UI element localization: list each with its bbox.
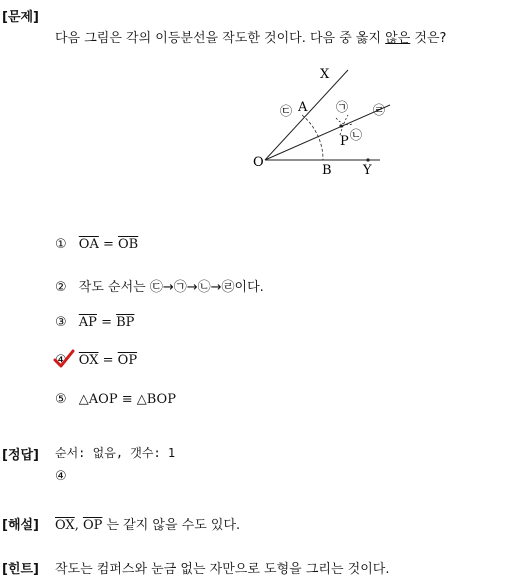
choice-4[interactable] [55, 353, 137, 368]
answer-line1 [55, 444, 175, 461]
question-pre: 다음 그림은 각의 이등분선을 작도한 것이다. 다음 중 옳지 [55, 31, 386, 46]
choice-2-text: 작도 순서는 ㉢→㉠→㉡→㉣이다. [78, 280, 264, 295]
choice-2[interactable] [55, 276, 264, 295]
choice-1-op: = [98, 237, 119, 252]
answer-line2: ④ [55, 469, 67, 484]
answer-line1-text: 순서: 없음, 갯수: 1 [55, 446, 176, 460]
ray-ox [265, 70, 348, 160]
arc-from-a [336, 118, 352, 125]
choice-5-num: ⑤ [55, 392, 67, 407]
angle-bisector-figure [240, 60, 400, 180]
choice-1-num: ① [55, 237, 67, 252]
mark-second: ㉡ [350, 128, 363, 142]
choice-5[interactable] [55, 392, 176, 407]
choice-1-rhs: $\overline{OB}$ [118, 237, 139, 252]
question-post: 것은? [410, 31, 447, 46]
explanation-rest: 는 같지 않을 수도 있다. [102, 518, 241, 533]
choice-4-num: ④ [55, 353, 67, 368]
choice-5-text: △AOP ≡ △BOP [78, 392, 176, 407]
explanation-text [55, 514, 240, 533]
choice-4-rhs: $\overline{OP}$ [117, 353, 138, 368]
problem-tag: [문제] [2, 10, 39, 25]
choice-3-op: = [96, 315, 117, 330]
mark-third: ㉢ [280, 104, 293, 118]
hint-text: 작도는 컴퍼스와 눈금 없는 자만으로 도형을 그리는 것이다. [55, 562, 390, 577]
answer-tag: [정답] [2, 448, 39, 463]
question-text [55, 27, 446, 46]
hint-tag: [힌트] [2, 562, 39, 577]
choice-4-op: = [98, 353, 118, 368]
point-y [366, 158, 369, 161]
mark-first: ㉠ [336, 100, 349, 114]
explanation-sep: , [74, 518, 83, 533]
label-o: O [253, 155, 264, 170]
choice-3-lhs: $\overline{AP}$ [78, 315, 97, 330]
question-underline: 않은 [385, 31, 411, 46]
choice-2-num: ② [55, 280, 67, 295]
checkmark-icon [53, 349, 75, 369]
label-a: A [298, 100, 308, 115]
explanation-seg2: $\overline{OP}$ [82, 518, 103, 533]
explanation-seg1: $\overline{OX}$ [55, 518, 75, 533]
choice-3-num: ③ [55, 315, 67, 330]
label-p: P [340, 134, 349, 149]
choice-4-lhs: $\overline{OX}$ [78, 353, 99, 368]
mark-fourth: ㉣ [373, 103, 386, 117]
choice-1[interactable] [55, 237, 138, 252]
choice-3-rhs: $\overline{BP}$ [116, 315, 135, 330]
choice-1-lhs: $\overline{OA}$ [78, 237, 99, 252]
label-b: B [322, 163, 332, 178]
label-y: Y [363, 163, 372, 178]
label-x: X [320, 67, 330, 82]
point-p [339, 124, 342, 127]
explanation-tag: [해설] [2, 518, 39, 533]
choice-3[interactable] [55, 315, 134, 330]
arc-center-o [302, 115, 323, 160]
